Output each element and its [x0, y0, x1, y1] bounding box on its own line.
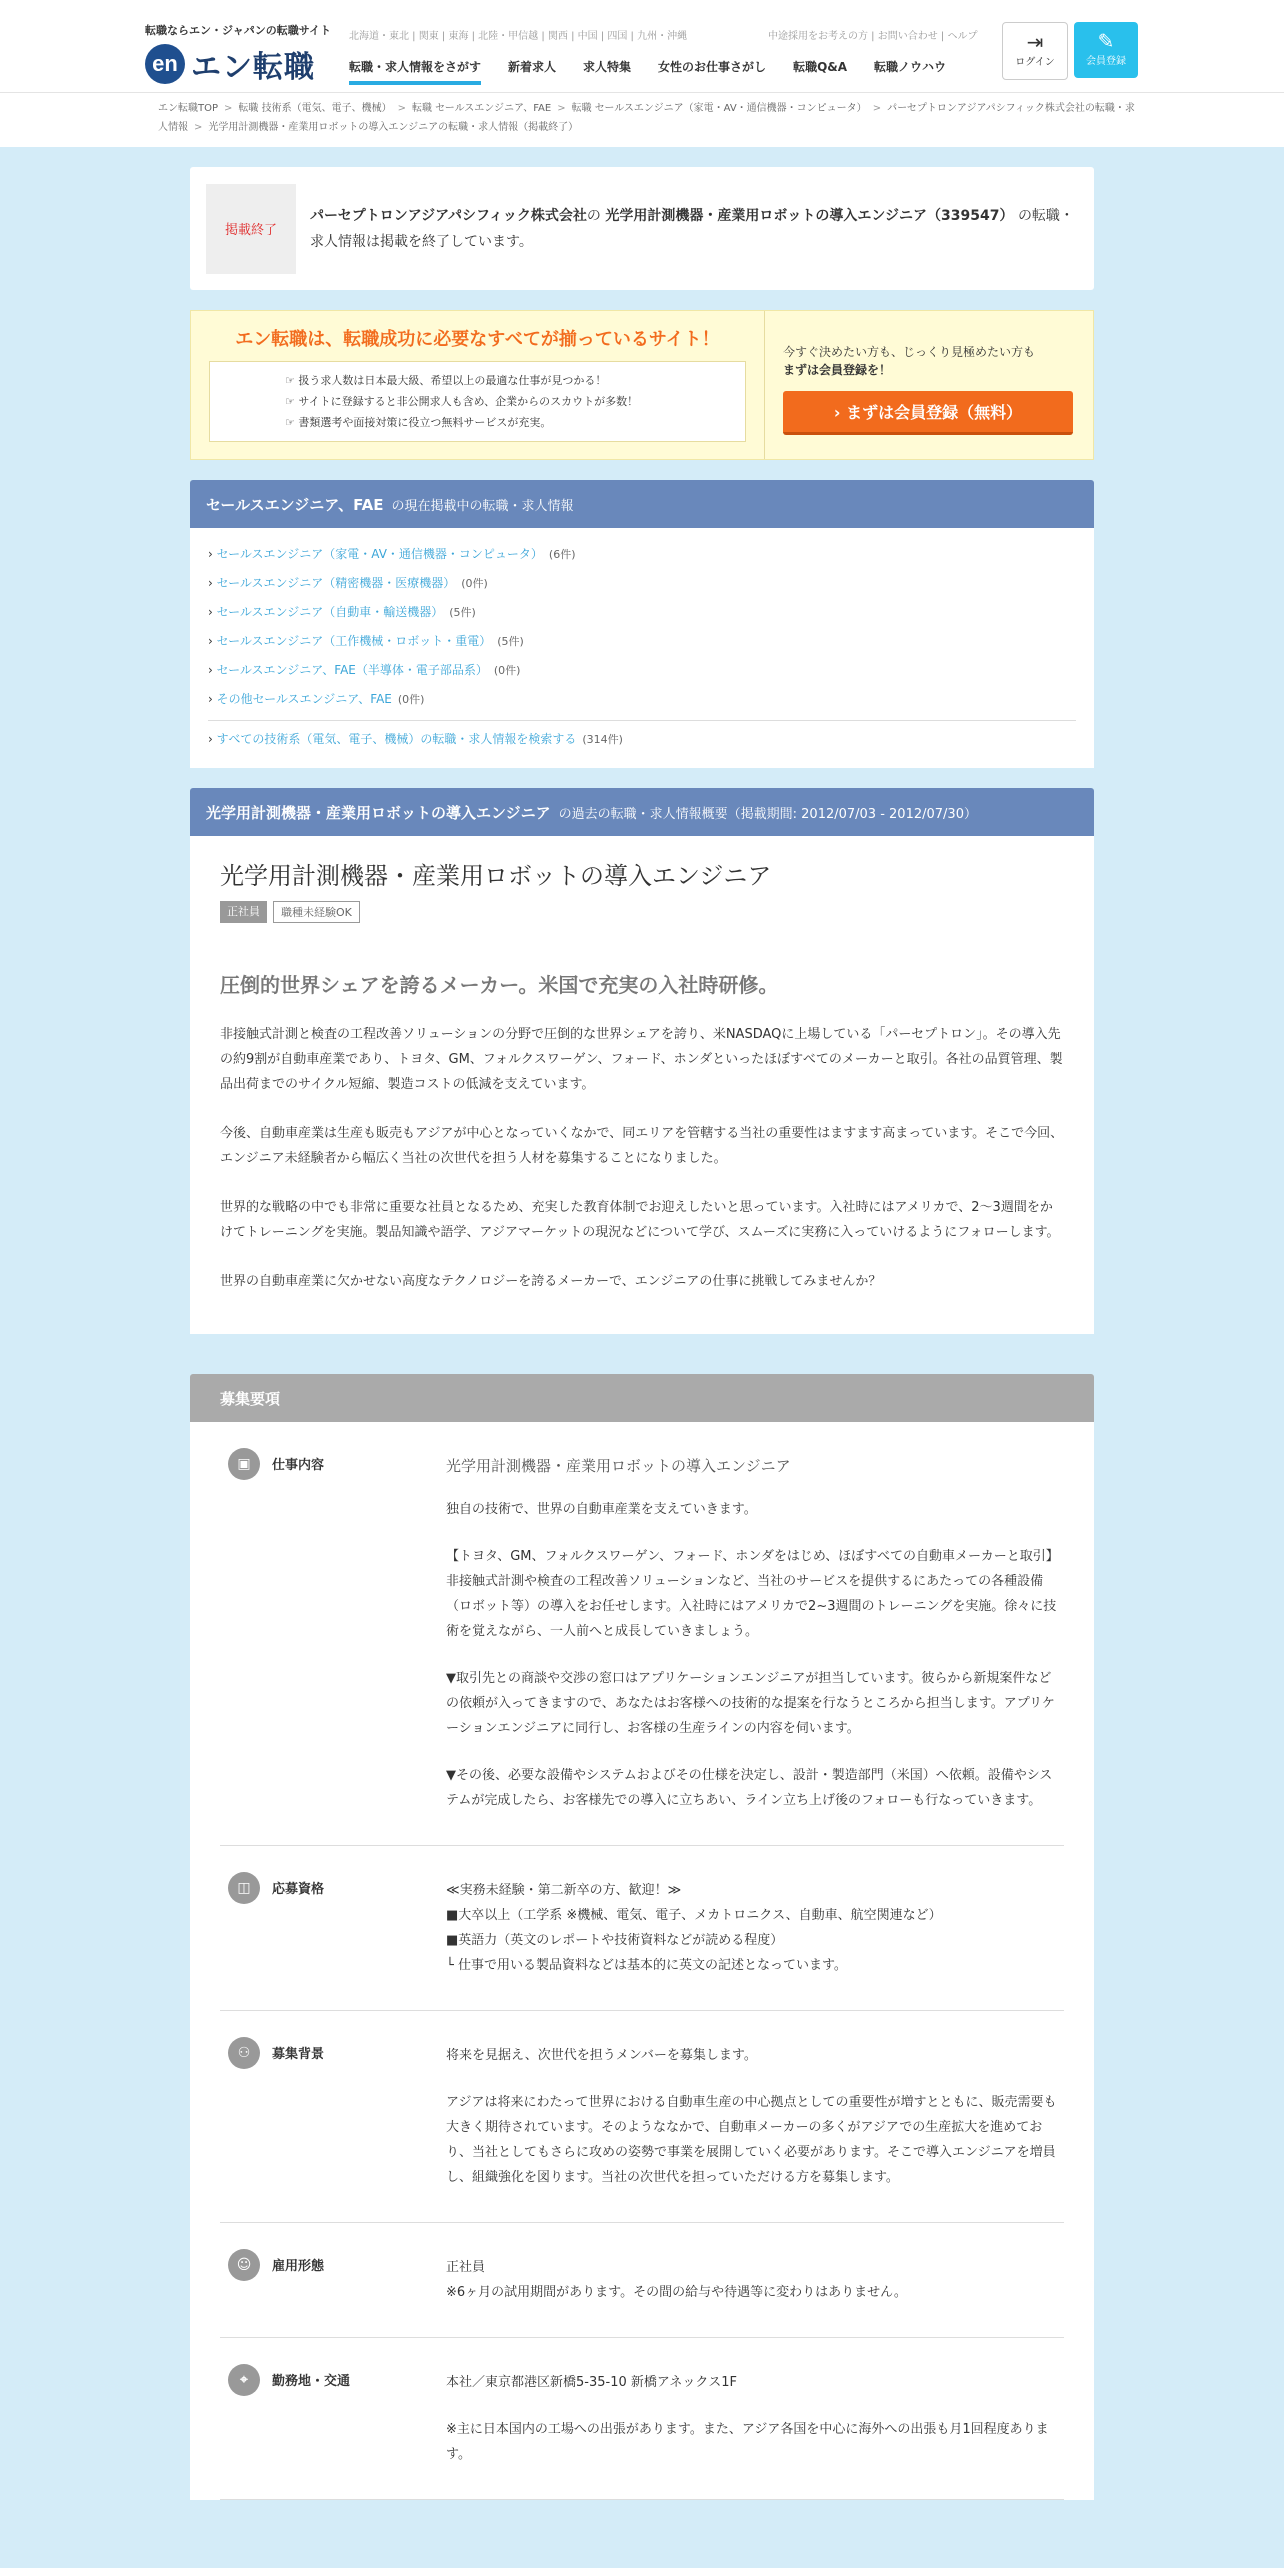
- req-label: 募集背景: [272, 2047, 325, 2062]
- employment-tag: 正社員: [220, 901, 267, 923]
- ended-job-title: 光学用計測機器・産業用ロボットの導入エンジニア（339547）: [605, 207, 1014, 224]
- list-item: › セールスエンジニア（家電・AV・通信機器・コンピュータ） (6件): [208, 547, 576, 561]
- category-count: (0件): [493, 664, 521, 677]
- category-count: (5件): [497, 635, 524, 648]
- category-link[interactable]: セールスエンジニア、FAE（半導体・電子部品系）: [216, 663, 488, 677]
- list-item: › すべての技術系（電気、電子、機械）の転職・求人情報を検索する (314件): [208, 732, 623, 746]
- main-content: [190, 167, 1094, 2500]
- req-text: 将来を見据え、次世代を担うメンバーを募集します。: [446, 2048, 757, 2063]
- register-label: 会員登録: [1086, 56, 1126, 67]
- req-text: ≪実務未経験・第二新卒の方、歓迎！≫ ■大卒以上（工学系 ※機械、電気、電子、メカトロニクス、自動車、航空関連など） ■英語力（英文のレポートや技術資料などが読める程度） └ 仕事で用いる製品資料などは基本的に英文の記述となっています。: [446, 1883, 942, 1973]
- req-row-employment: [220, 2223, 1064, 2338]
- region-links[interactable]: 北海道・東北 | 関東 | 東海 | 北陸・甲信越 | 関西 | 中国 | 四国 | 九州・沖縄: [349, 31, 688, 42]
- login-icon: ⇥: [1026, 30, 1044, 54]
- logo-tagline: 転職ならエン・ジャパンの転職サイト: [145, 24, 332, 37]
- job-summary: [190, 836, 1094, 1334]
- req-text: 【トヨタ、GM、フォルクスワーゲン、フォード、ホンダをはじめ、ほぼすべての自動車メーカーと取引】 非接触式計測や検査の工程改善ソリューションなど、当社のサービスを提供するにあたっての各種設備（ロボット等）の導入をお任せします。入社時にはアメリカで2~3週間のトレーニングを実施。徐々に技術を覚えながら、一人前へと成長していきましょう。: [446, 1549, 1059, 1639]
- promo-line2: まずは会員登録を！: [783, 363, 892, 377]
- pointing-hand-icon: ☞: [285, 416, 295, 429]
- nav-qa[interactable]: 転職Q&A: [793, 60, 848, 74]
- breadcrumb-item[interactable]: 転職 セールスエンジニア、FAE: [411, 103, 552, 114]
- category-link[interactable]: その他セールスエンジニア、FAE: [216, 692, 392, 706]
- promo-item: ☞ サイトに登録すると非公開求人も含め、企業からのスカウトが多数！: [285, 395, 639, 408]
- ended-connector: の: [586, 207, 601, 224]
- req-label: 応募資格: [272, 1882, 325, 1897]
- promo-item: ☞ 書類選考や面接対策に役立つ無料サービスが充実。: [285, 416, 552, 429]
- list-item: › その他セールスエンジニア、FAE (0件): [208, 692, 425, 706]
- breadcrumb-item[interactable]: エン転職TOP: [158, 103, 219, 114]
- main-nav: [349, 58, 973, 85]
- site-header: [0, 0, 1284, 93]
- job-head-title: 光学用計測機器・産業用ロボットの導入エンジニア: [206, 803, 551, 822]
- req-text: ▼取引先との商談や交渉の窓口はアプリケーションエンジニアが担当しています。彼らから新規案件などの依頼が入ってきますので、あなたはお客様への技術的な提案を行なうところから担当します。アプリケーションエンジニアに同行し、お客様の生産ラインの内容を伺います。: [446, 1671, 1055, 1736]
- company-name: パーセプトロンアジアパシフィック株式会社: [310, 207, 587, 224]
- job-paragraph: 今後、自動車産業は生産も販売もアジアが中心となっていくなかで、同エリアを管轄する当社の重要性はますます高まっています。そこで今回、エンジニア未経験者から幅広く当社の次世代を担う人材を募集することになりました。: [220, 1126, 1064, 1166]
- category-count: (6件): [548, 548, 576, 561]
- nav-search-jobs[interactable]: 転職・求人情報をさがす: [349, 58, 496, 85]
- job-title: 光学用計測機器・産業用ロボットの導入エンジニア: [220, 862, 772, 890]
- req-label: 仕事内容: [272, 1458, 325, 1473]
- inexperienced-ok-tag: 職種未経験OK: [273, 901, 360, 923]
- promo-list: [209, 361, 746, 442]
- category-section-head: [190, 480, 1094, 528]
- login-button[interactable]: [1002, 22, 1068, 80]
- nav-new-jobs[interactable]: 新着求人: [508, 60, 557, 74]
- category-link[interactable]: セールスエンジニア（精密機器・医療機器）: [216, 576, 456, 590]
- ended-suffix: の転職・求人情報は掲載を終了しています。: [310, 207, 1074, 250]
- category-head-title: セールスエンジニア、FAE: [206, 495, 384, 514]
- req-row-qualifications: [220, 1846, 1064, 2011]
- nav-women-jobs[interactable]: 女性のお仕事さがし: [658, 60, 767, 74]
- job-section-head: [190, 788, 1094, 836]
- job-catchphrase: 圧倒的世界シェアを誇るメーカー。米国で充実の入社時研修。: [220, 973, 779, 997]
- pointing-hand-icon: ☞: [285, 374, 295, 387]
- promo-title: エン転職は、転職成功に必要なすべてが揃っているサイト！: [235, 329, 720, 350]
- person-icon: ☺: [228, 2249, 260, 2281]
- category-link[interactable]: セールスエンジニア（工作機械・ロボット・重電）: [216, 634, 492, 648]
- req-label: 雇用形態: [272, 2259, 325, 2274]
- requirements-body: [190, 1422, 1094, 2500]
- nav-knowhow[interactable]: 転職ノウハウ: [874, 60, 947, 74]
- logo-text: エン転職: [191, 50, 315, 85]
- category-count: (0件): [461, 577, 488, 590]
- listing-ended-notice: [190, 167, 1094, 290]
- list-item: › セールスエンジニア（精密機器・医療機器） (0件): [208, 576, 488, 590]
- req-text: ※主に日本国内の工場への出張があります。また、アジア各国を中心に海外への出張も月1回程度あります。: [446, 2422, 1049, 2462]
- promo-right-text: [783, 343, 1075, 379]
- job-head-sub: の過去の転職・求人情報概要（掲載期間: 2012/07/03 - 2012/07/30）: [558, 806, 977, 822]
- req-text: 本社／東京都港区新橋5-35-10 新橋アネックス1F: [446, 2375, 737, 2390]
- nav-features[interactable]: 求人特集: [583, 60, 632, 74]
- requirements-head: 募集要項: [190, 1374, 1094, 1422]
- pointing-hand-icon: ☞: [285, 395, 295, 408]
- ended-badge: 掲載終了: [206, 184, 296, 274]
- req-row-background: [220, 2011, 1064, 2223]
- breadcrumb: エン転職TOP > 転職 技術系（電気、電子、機械） > 転職 セールスエンジニア、FAE > 転職 セールスエンジニア（家電・AV・通信機器・コンピュータ） > パーセプトロンアジアパシフィック株式会社の転職・求人情報 > 光学用計測機器・産業用ロボットの導入エンジニアの転職・求人情報（掲載終了）: [0, 93, 1284, 147]
- breadcrumb-current: 光学用計測機器・産業用ロボットの導入エンジニアの転職・求人情報（掲載終了）: [208, 122, 579, 133]
- category-list: [190, 528, 1094, 768]
- promo-register-button[interactable]: › まずは会員登録（無料）: [783, 391, 1073, 435]
- category-count: (0件): [397, 693, 425, 706]
- req-row-job-content: [220, 1422, 1064, 1846]
- all-category-link[interactable]: すべての技術系（電気、電子、機械）の転職・求人情報を検索する: [216, 732, 577, 746]
- briefcase-icon: ▣: [228, 1448, 260, 1480]
- breadcrumb-item[interactable]: 転職 セールスエンジニア（家電・AV・通信機器・コンピュータ）: [571, 103, 867, 114]
- job-paragraph: 世界の自動車産業に欠かせない高度なテクノロジーを誇るメーカーで、エンジニアの仕事に挑戦してみませんか？: [220, 1274, 882, 1289]
- list-item: › セールスエンジニア、FAE（半導体・電子部品系） (0件): [208, 663, 521, 677]
- list-item: › セールスエンジニア（自動車・輸送機器） (5件): [208, 605, 476, 619]
- pencil-icon: ✎: [1097, 29, 1115, 53]
- category-link[interactable]: セールスエンジニア（自動車・輸送機器）: [216, 605, 444, 619]
- promo-line1: 今すぐ決めたい方も、じっくり見極めたい方も: [783, 345, 1036, 359]
- site-logo[interactable]: [145, 22, 331, 86]
- category-link[interactable]: セールスエンジニア（家電・AV・通信機器・コンピュータ）: [216, 547, 543, 561]
- breadcrumb-item[interactable]: 転職 技術系（電気、電子、機械）: [238, 103, 392, 114]
- category-count: (5件): [449, 606, 476, 619]
- utility-links[interactable]: 中途採用をお考えの方 | お問い合わせ | ヘルプ: [768, 31, 978, 42]
- people-icon: ⚇: [228, 2037, 260, 2069]
- bookmark-icon: ◫: [228, 1872, 260, 1904]
- req-row-location: [220, 2338, 1064, 2500]
- req-text: 正社員 ※6ヶ月の試用期間があります。その間の給与や待遇等に変わりはありません。: [446, 2260, 907, 2300]
- category-count: (314件): [582, 733, 623, 746]
- breadcrumb-item[interactable]: パーセプトロンアジアパシフィック株式会社の転職・求人情報: [158, 103, 1135, 133]
- promo-item: ☞ 扱う求人数は日本最大級、希望以上の最適な仕事が見つかる！: [285, 374, 607, 387]
- list-item: › セールスエンジニア（工作機械・ロボット・重電） (5件): [208, 634, 524, 648]
- job-paragraph: 世界的な戦略の中でも非常に重要な社員となるため、充実した教育体制でお迎えしたいと思っています。入社時にはアメリカで、2～3週間をかけてトレーニングを実施。製品知識や語学、アジアマーケットの現況などについて学び、スムーズに実務に入っていけるようにフォローします。: [220, 1200, 1060, 1240]
- category-head-sub: の現在掲載中の転職・求人情報: [391, 498, 574, 514]
- signup-promo: [190, 310, 1094, 460]
- register-button[interactable]: [1074, 22, 1138, 78]
- req-label: 勤務地・交通: [272, 2374, 351, 2389]
- login-label: ログイン: [1015, 57, 1055, 68]
- en-logo-mark: en: [145, 44, 185, 84]
- map-pin-icon: ⌖: [228, 2364, 260, 2396]
- req-text: ▼その後、必要な設備やシステムおよびその仕様を決定し、設計・製造部門（米国）へ依頼。設備やシステムが完成したら、お客様先での導入に立ちあい、ライン立ち上げ後のフォローも行なっていきます。: [446, 1768, 1053, 1808]
- job-paragraph: 非接触式計測と検査の工程改善ソリューションの分野で圧倒的な世界シェアを誇り、米NASDAQに上場している「パーセプトロン」。その導入先の約9割が自動車産業であり、トヨタ、GM、フォルクスワーゲン、フォード、ホンダといったほぼすべてのメーカーと取引。各社の品質管理、製品出荷までのサイクル短縮、製造コストの低減を支えています。: [220, 1027, 1063, 1092]
- req-text: アジアは将来にわたって世界における自動車生産の中心拠点としての重要性が増すとともに、販売需要も大きく期待されています。そのようななかで、自動車メーカーの多くがアジアでの生産拡大を進めており、当社としてもさらに攻めの姿勢で事業を展開していく必要があります。そこで導入エンジニアを増員し、組織強化を図ります。当社の次世代を担っていただける方を募集します。: [446, 2095, 1057, 2185]
- ended-message: [310, 203, 1078, 255]
- req-text: 独自の技術で、世界の自動車産業を支えていきます。: [446, 1502, 757, 1517]
- req-lead: 光学用計測機器・産業用ロボットの導入エンジニア: [446, 1457, 791, 1475]
